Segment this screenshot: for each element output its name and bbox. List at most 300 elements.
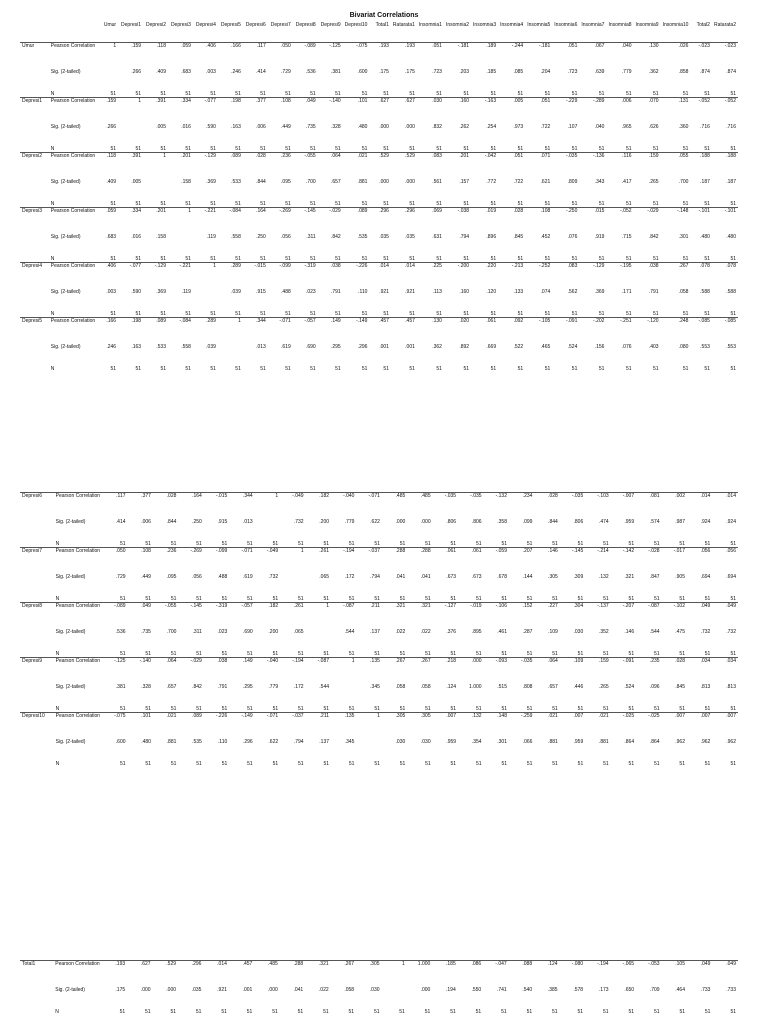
row-label xyxy=(20,124,49,146)
table-cell: 51 xyxy=(135,201,142,207)
table-cell: .358 xyxy=(497,519,507,525)
table-cell: .007 xyxy=(662,713,687,740)
table-cell: -.049 xyxy=(255,548,280,575)
stat-label: Sig. (2-tailed) xyxy=(50,344,81,350)
table-cell: 51 xyxy=(552,1009,558,1015)
table-cell: .919 xyxy=(594,234,605,240)
table-cell: 51 xyxy=(272,541,279,547)
table-cell: .006 xyxy=(256,124,266,130)
table-cell: -.071 xyxy=(229,548,254,575)
table-cell: .000 xyxy=(458,658,484,685)
table-cell: -.015 xyxy=(204,493,229,520)
table-cell: .414 xyxy=(115,519,126,525)
table-cell: .669 xyxy=(486,344,497,350)
stat-label: N xyxy=(55,706,60,712)
table-cell: .071 xyxy=(525,153,552,180)
table-cell: .842 xyxy=(330,234,341,240)
table-cell: 51 xyxy=(679,706,685,712)
table-cell: .694 xyxy=(726,574,736,580)
table-cell: .148 xyxy=(484,713,509,740)
table-cell: .377 xyxy=(243,98,268,125)
table-row xyxy=(20,208,738,235)
table-cell: 51 xyxy=(704,146,710,152)
table-cell: .779 xyxy=(344,519,355,525)
table-cell: .791 xyxy=(217,684,228,690)
table-cell: .446 xyxy=(573,684,584,690)
table-cell: 51 xyxy=(552,651,558,657)
table-cell: -.106 xyxy=(484,603,509,630)
table-cell: .248 xyxy=(661,318,691,345)
table-cell: .189 xyxy=(471,43,498,70)
table-cell: .030 xyxy=(369,987,380,993)
table-cell: 51 xyxy=(272,651,279,657)
table-cell: .020 xyxy=(444,318,471,345)
table-cell: .465 xyxy=(540,344,551,350)
table-cell: .858 xyxy=(678,69,689,75)
table-cell: .021 xyxy=(343,153,370,180)
table-cell: .007 xyxy=(712,713,738,740)
table-cell: -.269 xyxy=(268,208,293,235)
table-cell: 51 xyxy=(436,201,442,207)
table-cell: -.035 xyxy=(433,493,458,520)
table-cell: 51 xyxy=(679,651,685,657)
table-cell: .220 xyxy=(471,263,498,290)
table-cell: 51 xyxy=(260,201,266,207)
table-cell: 51 xyxy=(285,146,291,152)
table-cell: 51 xyxy=(598,256,605,262)
table-cell: .301 xyxy=(497,739,507,745)
table-cell: 51 xyxy=(409,146,415,152)
table-cell: .965 xyxy=(621,124,632,130)
table-cell: -.023 xyxy=(712,43,738,70)
row-label: Total1 xyxy=(20,961,53,988)
table-cell: .086 xyxy=(458,961,483,988)
table-cell: .881 xyxy=(548,739,558,745)
table-cell: .026 xyxy=(661,43,691,70)
table-cell: .041 xyxy=(293,987,304,993)
table-cell: 51 xyxy=(298,651,304,657)
table-cell: .261 xyxy=(280,603,305,630)
table-cell: -.319 xyxy=(293,263,318,290)
table-cell: -.229 xyxy=(552,98,579,125)
table-cell: .305 xyxy=(548,574,558,580)
table-cell: -.089 xyxy=(102,603,127,630)
table-cell: 51 xyxy=(361,146,368,152)
table-cell: -.085 xyxy=(690,318,711,345)
table-cell: 51 xyxy=(501,706,507,712)
table-cell: .683 xyxy=(106,234,117,240)
table-cell: 51 xyxy=(653,541,660,547)
table-cell: 51 xyxy=(598,201,605,207)
table-cell: 51 xyxy=(247,596,253,602)
stat-label: Pearson Correlation xyxy=(49,263,97,290)
column-header: Insomnia8 xyxy=(608,22,632,28)
table-cell: .059 xyxy=(168,43,193,70)
table-cell: 51 xyxy=(119,706,126,712)
table-cell: .488 xyxy=(217,574,228,580)
table-cell: .267 xyxy=(661,263,691,290)
table-cell: .896 xyxy=(486,234,497,240)
table-cell: .600 xyxy=(357,69,368,75)
table-cell: 51 xyxy=(298,596,304,602)
table-cell: .003 xyxy=(106,289,117,295)
table-cell: -.148 xyxy=(661,208,691,235)
table-cell: 51 xyxy=(335,366,341,372)
table-cell: .524 xyxy=(567,344,578,350)
table-cell: 51 xyxy=(399,596,406,602)
table-cell: .715 xyxy=(621,234,632,240)
table-cell: -.195 xyxy=(606,263,633,290)
table-cell: 51 xyxy=(552,761,558,767)
table-cell: -.120 xyxy=(634,318,661,345)
table-cell: 51 xyxy=(501,761,507,767)
table-cell: 51 xyxy=(221,651,228,657)
table-cell: .164 xyxy=(178,493,203,520)
table-cell: 51 xyxy=(221,541,228,547)
table-cell: .690 xyxy=(242,629,253,635)
table-cell: .089 xyxy=(218,153,243,180)
table-cell: 51 xyxy=(272,761,279,767)
table-cell: .083 xyxy=(552,263,579,290)
row-label xyxy=(20,574,54,596)
table-cell: .588 xyxy=(700,289,710,295)
column-header: Insomnia7 xyxy=(581,22,605,28)
table-cell: 51 xyxy=(463,256,470,262)
table-cell: .590 xyxy=(131,289,142,295)
table-cell: -.025 xyxy=(636,713,661,740)
table-row xyxy=(20,318,738,345)
table-cell: .488 xyxy=(281,289,291,295)
table-cell: .474 xyxy=(598,519,609,525)
table-cell: 51 xyxy=(526,706,533,712)
table-cell: .895 xyxy=(471,629,482,635)
table-cell: .064 xyxy=(534,658,559,685)
table-cell: .619 xyxy=(242,574,253,580)
table-cell: .001 xyxy=(405,344,415,350)
table-cell: .729 xyxy=(281,69,291,75)
table-cell: 51 xyxy=(625,91,632,97)
table-cell: 51 xyxy=(577,541,584,547)
table-cell: .014 xyxy=(369,263,390,290)
table-cell xyxy=(280,574,305,596)
table-cell: .193 xyxy=(391,43,417,70)
table-cell: .159 xyxy=(97,98,118,125)
table-cell: 51 xyxy=(628,761,635,767)
table-cell: .149 xyxy=(318,318,343,345)
table-cell: .050 xyxy=(268,43,293,70)
table-cell: 51 xyxy=(476,596,482,602)
row-label: Depresi9 xyxy=(20,658,54,685)
table-cell: 51 xyxy=(730,706,736,712)
table-cell: .892 xyxy=(459,344,470,350)
table-cell: .522 xyxy=(513,344,524,350)
table-cell: 51 xyxy=(577,651,584,657)
table-row xyxy=(20,289,738,311)
table-cell: .173 xyxy=(598,987,609,993)
table-cell: .722 xyxy=(513,179,524,185)
table-cell: 1 xyxy=(218,318,243,345)
table-cell: .088 xyxy=(509,961,534,988)
table-cell: 51 xyxy=(260,311,266,317)
table-cell: .095 xyxy=(281,179,291,185)
table-cell: .345 xyxy=(344,739,355,745)
table-cell: .000 xyxy=(405,179,415,185)
table-cell: .809 xyxy=(567,179,578,185)
table-cell: .236 xyxy=(153,548,178,575)
table-cell: 51 xyxy=(310,366,316,372)
table-cell: 51 xyxy=(425,706,431,712)
table-cell: 51 xyxy=(544,256,551,262)
table-cell: .449 xyxy=(281,124,291,130)
table-cell: .014 xyxy=(712,493,738,520)
table-cell: .119 xyxy=(206,234,216,240)
table-cell: .553 xyxy=(700,344,710,350)
table-cell: 51 xyxy=(260,91,266,97)
table-cell: 51 xyxy=(625,201,632,207)
table-cell: .678 xyxy=(497,574,507,580)
stat-label: N xyxy=(55,1009,59,1015)
table-row xyxy=(20,98,738,125)
table-cell: 51 xyxy=(598,91,605,97)
table-cell: 51 xyxy=(260,256,266,262)
table-cell: 51 xyxy=(247,761,253,767)
table-cell: 51 xyxy=(285,91,291,97)
table-cell: 51 xyxy=(450,651,457,657)
table-cell: -.077 xyxy=(193,98,218,125)
table-cell: .182 xyxy=(255,603,280,630)
table-cell: .409 xyxy=(156,69,166,75)
table-cell: 51 xyxy=(628,706,635,712)
table-row xyxy=(20,69,738,91)
table-cell: 51 xyxy=(298,706,304,712)
table-cell: -.055 xyxy=(153,603,178,630)
table-row xyxy=(20,263,738,290)
table-cell: .099 xyxy=(522,519,533,525)
table-cell: .200 xyxy=(268,629,279,635)
table-row xyxy=(20,124,738,146)
table-cell: .700 xyxy=(166,629,177,635)
table-cell: -.038 xyxy=(444,208,471,235)
table-cell: .055 xyxy=(661,153,691,180)
table-cell: .049 xyxy=(687,603,712,630)
table-cell: 51 xyxy=(653,256,659,262)
table-cell: .108 xyxy=(268,98,293,125)
table-cell: .813 xyxy=(726,684,736,690)
table-cell: 51 xyxy=(598,146,605,152)
table-cell: .234 xyxy=(509,493,534,520)
table-cell: .200 xyxy=(319,519,330,525)
table-cell: -.071 xyxy=(255,713,280,740)
table-cell: .081 xyxy=(636,493,661,520)
table-cell: .874 xyxy=(700,69,710,75)
table-cell: .159 xyxy=(585,658,610,685)
table-cell: .039 xyxy=(231,289,241,295)
table-cell: .007 xyxy=(687,713,712,740)
table-cell: .227 xyxy=(534,603,559,630)
table-row xyxy=(20,234,738,256)
table-cell: 51 xyxy=(463,201,470,207)
table-cell: 51 xyxy=(170,706,177,712)
table-cell: .288 xyxy=(407,548,432,575)
table-cell: .061 xyxy=(471,318,498,345)
table-cell: -.075 xyxy=(343,43,370,70)
table-cell: 51 xyxy=(552,541,558,547)
table-cell: .480 xyxy=(357,124,368,130)
table-cell: 51 xyxy=(185,311,191,317)
table-cell: .533 xyxy=(231,179,241,185)
table-cell: .732 xyxy=(268,574,279,580)
table-cell: .110 xyxy=(358,289,368,295)
table-cell: 51 xyxy=(682,201,689,207)
stat-label: Pearson Correlation xyxy=(49,98,97,125)
table-cell: 51 xyxy=(348,761,355,767)
table-cell: -.214 xyxy=(585,548,610,575)
table-cell: .921 xyxy=(405,289,415,295)
table-cell: 51 xyxy=(628,651,635,657)
row-label xyxy=(20,684,54,706)
table-cell: 51 xyxy=(730,1009,736,1015)
table-cell: .480 xyxy=(700,234,710,240)
table-cell: .175 xyxy=(405,69,415,75)
table-cell: .808 xyxy=(522,684,533,690)
table-cell: .544 xyxy=(319,684,330,690)
table-cell: 51 xyxy=(310,91,316,97)
table-cell: 51 xyxy=(323,1009,329,1015)
column-header: Insomnia3 xyxy=(473,22,497,28)
table-cell: .381 xyxy=(330,69,341,75)
table-cell: .844 xyxy=(166,519,177,525)
table-cell: 51 xyxy=(544,311,551,317)
table-cell: -.057 xyxy=(229,603,254,630)
table-cell: .218 xyxy=(433,658,458,685)
column-header: Insomnia5 xyxy=(527,22,551,28)
table-cell: .204 xyxy=(540,69,551,75)
table-cell: -.084 xyxy=(168,318,193,345)
table-cell: 1 xyxy=(331,658,356,685)
table-cell: .723 xyxy=(567,69,578,75)
table-cell: 51 xyxy=(374,761,380,767)
table-cell: 51 xyxy=(490,146,497,152)
table-cell: .772 xyxy=(486,179,497,185)
table-cell: .924 xyxy=(700,519,711,525)
table-cell: -.142 xyxy=(611,548,636,575)
table-cell: -.084 xyxy=(218,208,243,235)
table-cell: .166 xyxy=(218,43,243,70)
table-cell: .709 xyxy=(649,987,660,993)
table-cell: 51 xyxy=(160,256,166,262)
table-cell: -.055 xyxy=(293,153,318,180)
table-cell: .962 xyxy=(700,739,711,745)
table-cell: .028 xyxy=(662,658,687,685)
table-cell: 51 xyxy=(501,1009,507,1015)
table-cell: 51 xyxy=(409,256,415,262)
table-cell: .000 xyxy=(166,987,177,993)
table-cell: .076 xyxy=(567,234,578,240)
stat-label: Pearson Correlation xyxy=(49,208,97,235)
table-cell: 51 xyxy=(383,256,389,262)
table-cell: -.149 xyxy=(229,713,254,740)
table-cell: .515 xyxy=(497,684,507,690)
table-cell: .101 xyxy=(128,713,153,740)
table-cell: .187 xyxy=(700,179,710,185)
table-cell: .305 xyxy=(407,713,432,740)
table-cell: 51 xyxy=(679,596,685,602)
table-cell: 51 xyxy=(571,201,578,207)
table-cell: -.091 xyxy=(552,318,579,345)
table-cell: 51 xyxy=(436,146,442,152)
table-cell: .058 xyxy=(395,684,406,690)
table-cell: 51 xyxy=(603,761,609,767)
table-cell: 51 xyxy=(526,596,533,602)
table-cell: .207 xyxy=(509,548,534,575)
table-cell: -.125 xyxy=(318,43,343,70)
table-cell: .109 xyxy=(560,658,585,685)
table-cell: -.015 xyxy=(243,263,268,290)
table-cell: .344 xyxy=(243,318,268,345)
table-cell: -.145 xyxy=(560,548,585,575)
table-cell: 51 xyxy=(310,311,316,317)
table-cell: 51 xyxy=(298,541,304,547)
table-cell: 51 xyxy=(544,146,551,152)
table-cell: 51 xyxy=(730,651,736,657)
table-cell: .296 xyxy=(178,961,203,988)
table-cell: .295 xyxy=(330,344,341,350)
table-cell: .250 xyxy=(256,234,266,240)
table-cell: 51 xyxy=(160,146,166,152)
table-cell: 51 xyxy=(730,91,736,97)
table-cell: 51 xyxy=(196,761,202,767)
table-row xyxy=(20,658,738,685)
table-cell: .558 xyxy=(181,344,191,350)
table-cell: .193 xyxy=(369,43,390,70)
table-cell: .457 xyxy=(369,318,390,345)
table-cell: .159 xyxy=(634,153,661,180)
table-cell: .166 xyxy=(97,318,118,345)
row-label xyxy=(20,761,54,767)
table-cell: .117 xyxy=(243,43,268,70)
table-cell: 51 xyxy=(490,91,497,97)
table-cell: .163 xyxy=(231,124,241,130)
table-cell: 51 xyxy=(348,1009,355,1015)
table-cell: .716 xyxy=(700,124,710,130)
table-cell: .160 xyxy=(444,98,471,125)
stat-label: N xyxy=(55,761,60,767)
table-cell: 51 xyxy=(517,311,524,317)
table-cell: 51 xyxy=(409,201,415,207)
table-cell: 1 xyxy=(143,153,168,180)
table-cell: -.194 xyxy=(280,658,305,685)
table-cell: -.194 xyxy=(585,961,611,988)
table-cell: .061 xyxy=(433,548,458,575)
table-cell: 51 xyxy=(526,1009,533,1015)
table-cell: .034 xyxy=(712,658,738,685)
table-cell: .296 xyxy=(369,208,390,235)
table-cell: -.202 xyxy=(579,318,606,345)
table-cell: .650 xyxy=(624,987,635,993)
table-cell: .065 xyxy=(319,574,330,580)
table-cell: .001 xyxy=(242,987,253,993)
table-cell: .137 xyxy=(319,739,330,745)
table-row xyxy=(20,43,738,70)
table-cell: .535 xyxy=(192,739,202,745)
table-cell: .289 xyxy=(218,263,243,290)
table-cell: 51 xyxy=(679,761,685,767)
table-cell: .716 xyxy=(726,124,736,130)
table-cell: .536 xyxy=(305,69,316,75)
table-cell: 51 xyxy=(399,541,406,547)
table-cell: .334 xyxy=(168,98,193,125)
table-cell: -.244 xyxy=(498,43,525,70)
